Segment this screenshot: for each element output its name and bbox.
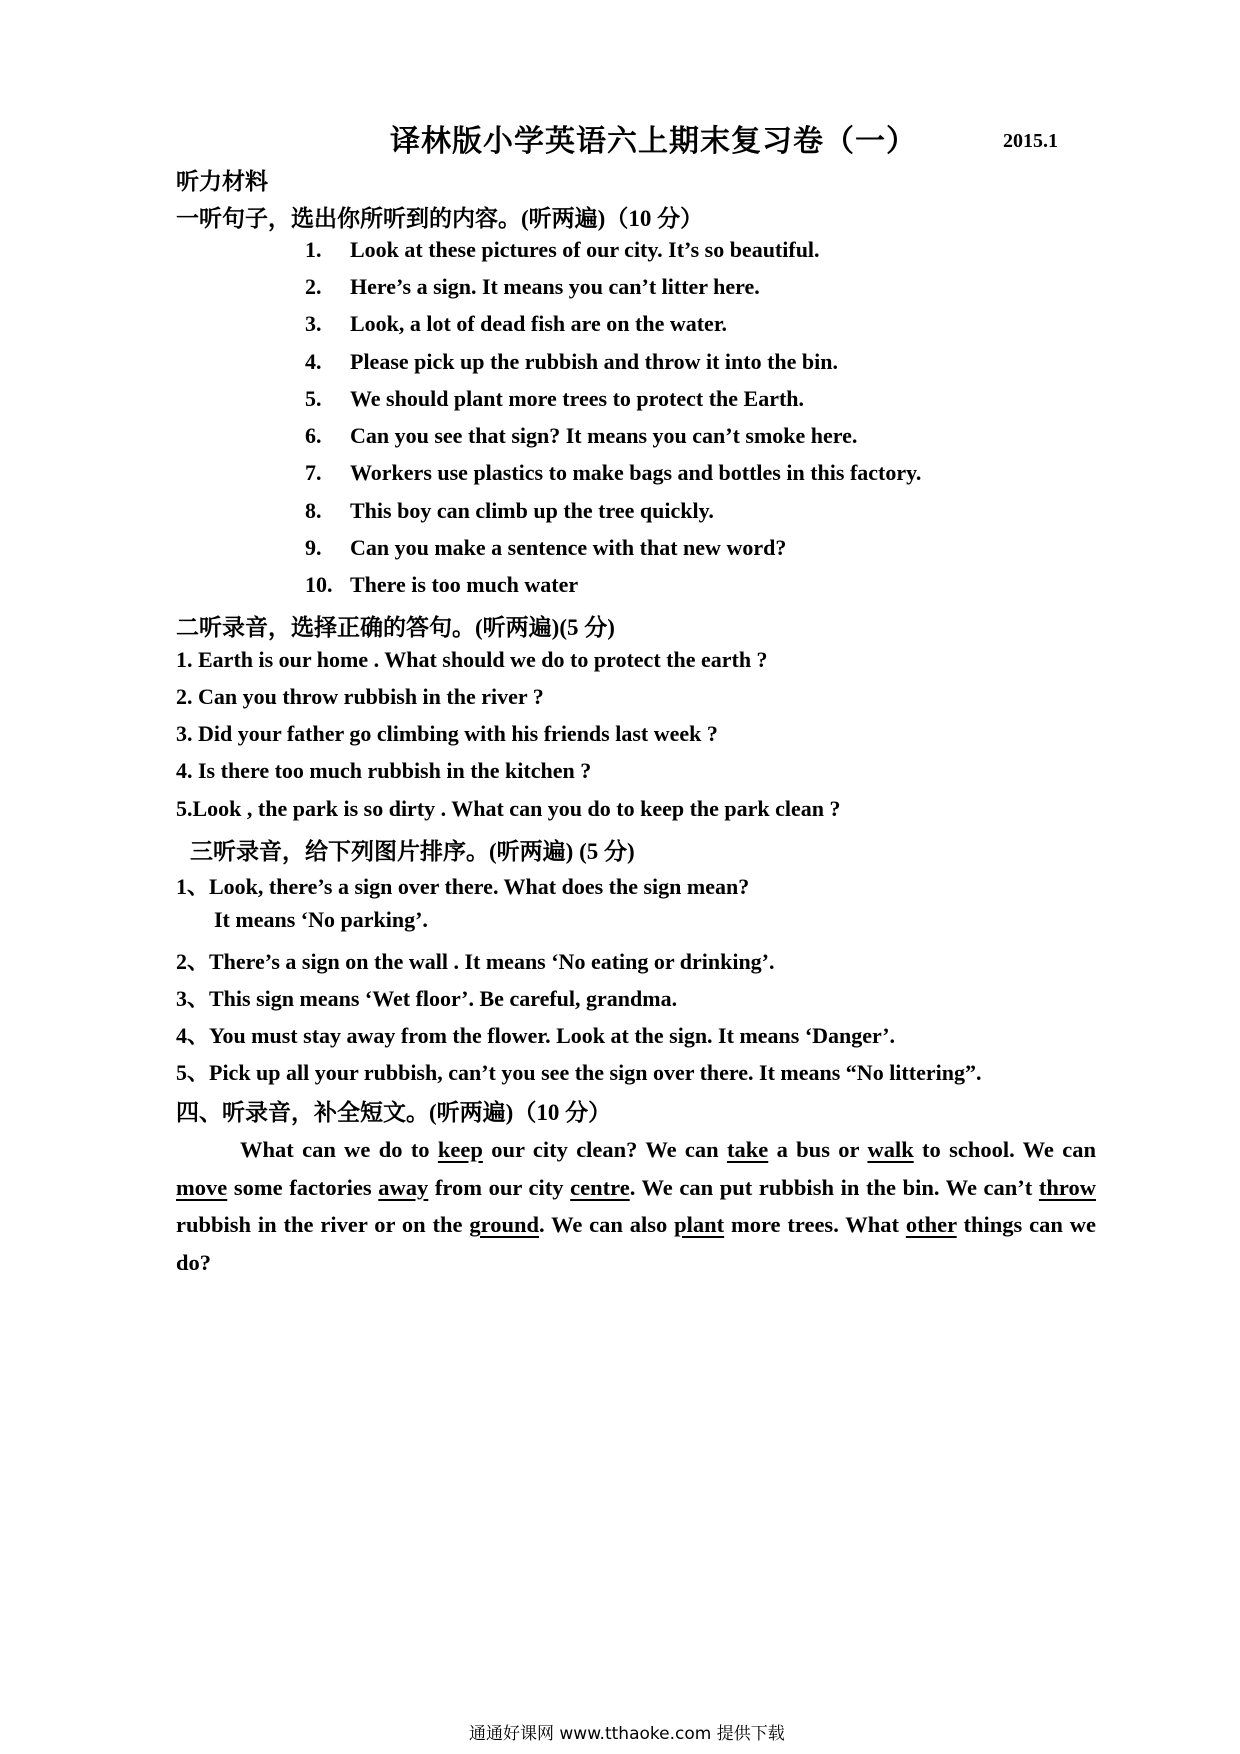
item-number: 8. (305, 498, 322, 523)
item-text: This boy can climb up the tree quickly. (350, 498, 714, 523)
item-number: 2. (305, 274, 322, 299)
item-text: Please pick up the rubbish and throw it into the bin. (350, 349, 838, 374)
list-item: 3. Did your father go climbing with his friends last week ? (176, 721, 718, 746)
answer-word: move (176, 1174, 228, 1200)
section-listening-material-heading: 听力材料 (176, 169, 268, 194)
item-text: Look, a lot of dead fish are on the water. (350, 311, 728, 336)
answer-word: take (727, 1137, 769, 1162)
item-text: Can you see that sign? It means you can’t smoke here. (350, 423, 858, 448)
item-text: Can you make a sentence with that new word? (350, 535, 787, 560)
section4-heading: 四、听录音，补全短文。(听两遍)（10 分） (176, 1100, 612, 1125)
answer-word: away (378, 1174, 429, 1200)
item-number: 9. (305, 535, 322, 560)
list-item (305, 311, 727, 337)
item-number: 5. (305, 386, 322, 411)
list-item (305, 535, 786, 561)
item-number: 6. (305, 423, 322, 448)
section2-heading: 二听录音，选择正确的答句。(听两遍)(5 分) (176, 615, 615, 640)
list-item: 5.Look , the park is so dirty . What can you do to keep the park clean ? (176, 796, 841, 821)
cloze-paragraph: What can we do to keep our city clean? We can take a bus or walk to school. We can move some factories away from our city centre. We can put rubbish in the bin. We can’t throw rubbish in the river or on the ground. We can also plant more trees. What other things can we do? (176, 1137, 1096, 1275)
answer-word: other (905, 1212, 957, 1237)
list-item: 3、This sign means ‘Wet floor’. Be careful, grandma. (176, 986, 678, 1011)
page-title: 译林版小学英语六上期末复习卷（一） (390, 124, 917, 159)
answer-word: plant (674, 1212, 725, 1237)
list-item (305, 349, 838, 375)
item-number: 1. (305, 237, 322, 262)
list-item (305, 423, 857, 449)
exam-date: 2015.1 (1003, 130, 1058, 152)
item-number: 10. (305, 572, 333, 597)
list-item (305, 237, 820, 263)
list-item (305, 572, 578, 598)
section3-heading: 三听录音，给下列图片排序。(听两遍) (5 分) (190, 839, 635, 864)
list-item: 2. Can you throw rubbish in the river ? (176, 684, 544, 709)
answer-word: keep (437, 1137, 483, 1162)
item-number: 4. (305, 349, 322, 374)
list-item: 4. Is there too much rubbish in the kitchen ? (176, 758, 592, 783)
list-item: 1、Look, there’s a sign over there. What does the sign mean? (176, 874, 750, 899)
answer-word: centre (570, 1174, 630, 1200)
item-text: Look at these pictures of our city. It’s so beautiful. (350, 237, 820, 262)
list-item: 1. Earth is our home . What should we do to protect the earth ? (176, 647, 768, 672)
item-number: 3. (305, 311, 322, 336)
footer-source: 通通好课网 www.tthaoke.com 提供下载 (469, 1724, 785, 1744)
list-item: 2、There’s a sign on the wall . It means ‘No eating or drinking’. (176, 949, 775, 974)
answer-word: ground (469, 1212, 539, 1237)
answer-word: walk (867, 1137, 914, 1162)
item-text: Workers use plastics to make bags and bottles in this factory. (350, 460, 922, 485)
list-item (305, 274, 760, 300)
item-text: We should plant more trees to protect the Earth. (350, 386, 805, 411)
answer-word: throw (1038, 1174, 1096, 1200)
list-item (305, 386, 804, 412)
section1-heading: 一听句子，选出你所听到的内容。(听两遍)（10 分） (176, 206, 704, 231)
item-number: 7. (305, 460, 322, 485)
list-item (305, 498, 714, 524)
item-text: There is too much water (350, 572, 579, 597)
item-text: Here’s a sign. It means you can’t litter here. (350, 274, 760, 299)
list-item: 4、You must stay away from the flower. Look at the sign. It means ‘Danger’. (176, 1023, 896, 1048)
list-item (305, 460, 921, 486)
list-item: 5、Pick up all your rubbish, can’t you see the sign over there. It means “No littering”. (176, 1060, 982, 1085)
list-item: It means ‘No parking’. (214, 907, 428, 932)
